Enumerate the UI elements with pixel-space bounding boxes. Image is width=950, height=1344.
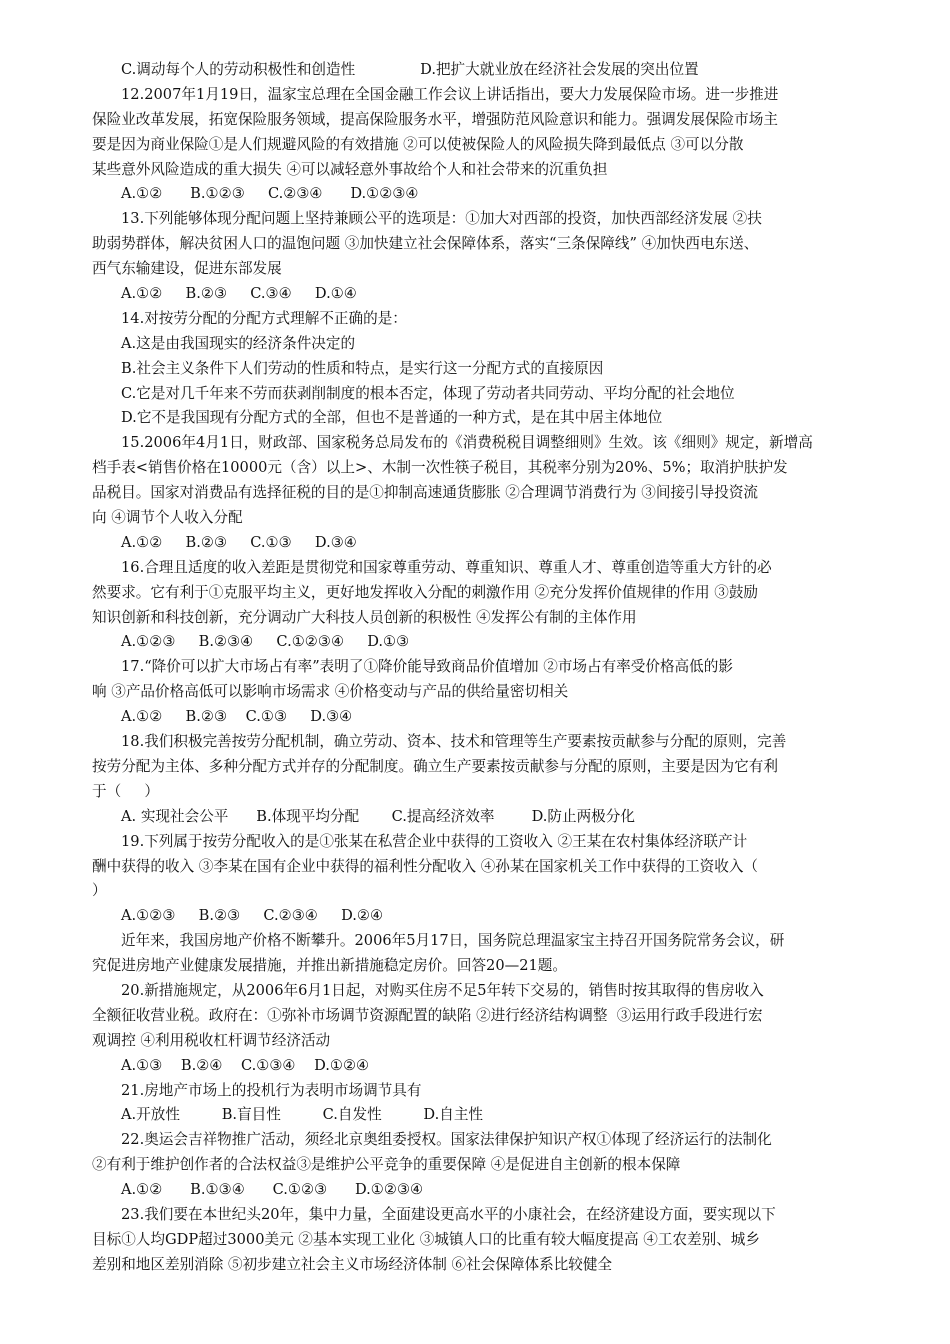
text-line: ） xyxy=(92,882,107,900)
text-line: 13.下列能够体现分配问题上坚持兼顾公平的选项是：①加大对西部的投资，加快西部经济发展 ②扶 xyxy=(121,210,762,228)
text-line: 15.2006年4月1日，财政部、国家税务总局发布的《消费税税目调整细则》生效。该《细则》规定，新增高 xyxy=(121,434,813,452)
text-line: 12.2007年1月19日，温家宝总理在全国金融工作会议上讲话指出，要大力发展保险市场。进一步推进 xyxy=(121,85,779,103)
text-line: A.①② B.②③ C.③④ D.①④ xyxy=(121,285,357,303)
text-line: 近年来，我国房地产价格不断攀升。2006年5月17日，国务院总理温家宝主持召开国务院常务会议，研 xyxy=(121,932,785,950)
text-line: A.这是由我国现实的经济条件决定的 xyxy=(121,334,356,352)
text-line: A.①② B.①③④ C.①②③ D.①②③④ xyxy=(121,1181,424,1199)
text-line: ②有利于维护创作者的合法权益③是维护公平竞争的重要保障 ④是促进自主创新的根本保障 xyxy=(92,1156,681,1174)
text-line: 16.合理且适度的收入差距是贯彻党和国家尊重劳动、尊重知识、尊重人才、尊重创造等重大方针的必 xyxy=(121,558,772,576)
text-line: 19.下列属于按劳分配收入的是①张某在私营企业中获得的工资收入 ②王某在农村集体经济联产计 xyxy=(121,832,748,850)
text-line: A.①②③ B.②③ C.②③④ D.②④ xyxy=(121,907,384,925)
text-line: C.它是对几千年来不劳而获剥削制度的根本否定，体现了劳动者共同劳动、平均分配的社会地位 xyxy=(121,384,735,402)
text-line: 西气东输建设，促进东部发展 xyxy=(92,260,282,278)
text-line: 22.奥运会吉祥物推广活动，须经北京奥组委授权。国家法律保护知识产权①体现了经济运行的法制化 xyxy=(121,1131,772,1149)
text-line: 究促进房地产业健康发展措施，并推出新措施稳定房价。回答20—21题。 xyxy=(92,957,567,975)
text-line: 保险业改革发展，拓宽保险服务领域，提高保险服务水平，增强防范风险意识和能力。强调发展保险市场主 xyxy=(92,110,778,128)
text-line: 观调控 ④利用税收杠杆调节经济活动 xyxy=(92,1031,331,1049)
text-line: 酬中获得的收入 ③李某在国有企业中获得的福利性分配收入 ④孙某在国家机关工作中获得的工资收入（ xyxy=(92,857,759,875)
text-line: A. 实现社会公平 B.体现平均分配 C.提高经济效率 D.防止两极分化 xyxy=(121,807,635,825)
text-line: 响 ③产品价格高低可以影响市场需求 ④价格变动与产品的供给量密切相关 xyxy=(92,683,569,701)
text-line: A.①② B.②③ C.①③ D.③④ xyxy=(121,533,357,551)
text-line: 按劳分配为主体、多种分配方式并存的分配制度。确立生产要素按贡献参与分配的原则，主要是因为它有利 xyxy=(92,757,778,775)
text-line: 17.“降价可以扩大市场占有率”表明了①降价能导致商品价值增加 ②市场占有率受价格高低的影 xyxy=(121,658,733,676)
text-line: A.①③ B.②④ C.①③④ D.①②④ xyxy=(121,1056,370,1074)
text-line: A.开放性 B.盲目性 C.自发性 D.自主性 xyxy=(121,1106,484,1124)
text-line: 21.房地产市场上的投机行为表明市场调节具有 xyxy=(121,1081,422,1099)
text-line: A.①②③ B.②③④ C.①②③④ D.①③ xyxy=(121,633,410,651)
text-line: B.社会主义条件下人们劳动的性质和特点，是实行这一分配方式的直接原因 xyxy=(121,359,604,377)
text-line: A.①② B.②③ C.①③ D.③④ xyxy=(121,708,353,726)
text-line: 然要求。它有利于①克服平均主义，更好地发挥收入分配的刺激作用 ②充分发挥价值规律的作用 ③鼓励 xyxy=(92,583,759,601)
text-line: C.调动每个人的劳动积极性和创造性 D.把扩大就业放在经济社会发展的突出位置 xyxy=(121,61,699,78)
text-line: 助弱势群体，解决贫困人口的温饱问题 ③加快建立社会保障体系，落实“三条保障线” ④加快西电东送、 xyxy=(92,235,759,253)
text-line: 20.新措施规定，从2006年6月1日起，对购买住房不足5年转下交易的，销售时按其取得的售房收入 xyxy=(121,981,764,999)
text-line: 某些意外风险造成的重大损失 ④可以减轻意外事故给个人和社会带来的沉重负担 xyxy=(92,160,608,178)
text-line: 23.我们要在本世纪头20年，集中力量，全面建设更高水平的小康社会，在经济建设方面，要实现以下 xyxy=(121,1205,776,1223)
text-line: 目标①人均GDP超过3000美元 ②基本实现工业化 ③城镇人口的比重有较大幅度提高 ④工农差别、城乡 xyxy=(92,1230,760,1248)
text-line: 全额征收营业税。政府在：①弥补市场调节资源配置的缺陷 ②进行经济结构调整 ③运用行政手段进行宏 xyxy=(92,1006,763,1024)
text-line: 18.我们积极完善按劳分配机制，确立劳动、资本、技术和管理等生产要素按贡献参与分配的原则，完善 xyxy=(121,733,787,751)
text-line: 要是因为商业保险①是人们规避风险的有效措施 ②可以使被保险人的风险损失降到最低点 ③可以分散 xyxy=(92,135,744,153)
text-line: 品税目。国家对消费品有选择征税的目的是①抑制高速通货膨胀 ②合理调节消费行为 ③间接引导投资流 xyxy=(92,484,759,502)
text-line: 档手表<销售价格在10000元（含）以上>、木制一次性筷子税目，其税率分别为20%、5%；取消护肤护发 xyxy=(92,459,788,477)
text-line: 差别和地区差别消除 ⑤初步建立社会主义市场经济体制 ⑥社会保障体系比较健全 xyxy=(92,1255,613,1273)
text-line: D.它不是我国现有分配方式的全部，但也不是普通的一种方式，是在其中居主体地位 xyxy=(121,409,663,427)
text-line: 于（ ） xyxy=(92,782,159,800)
text-line: 向 ④调节个人收入分配 xyxy=(92,509,243,527)
text-line: 14.对按劳分配的分配方式理解不正确的是： xyxy=(121,309,407,327)
text-line: 知识创新和科技创新，充分调动广大科技人员创新的积极性 ④发挥公有制的主体作用 xyxy=(92,608,637,626)
text-line: A.①② B.①②③ C.②③④ D.①②③④ xyxy=(121,185,419,203)
